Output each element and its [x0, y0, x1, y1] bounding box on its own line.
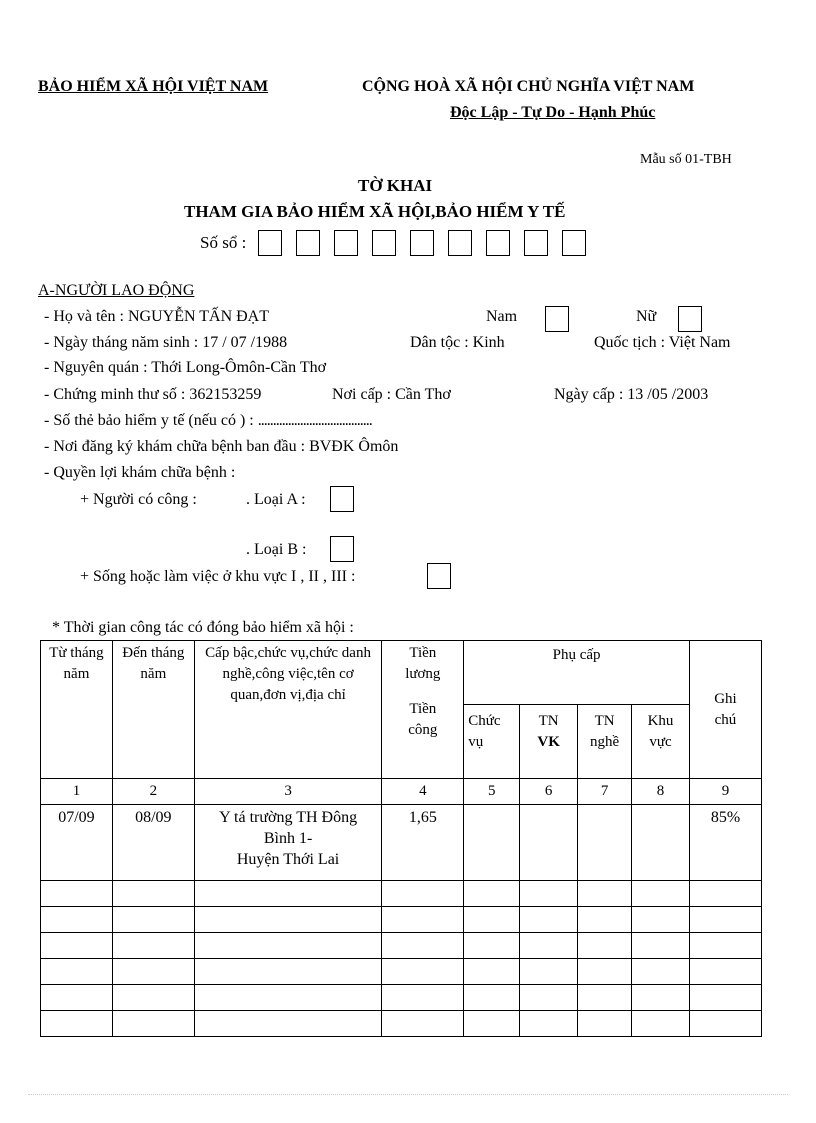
loai-b-checkbox[interactable]: [330, 536, 354, 562]
so-so-box[interactable]: [410, 230, 434, 256]
so-so-box[interactable]: [562, 230, 586, 256]
nguoi-co-cong: + Người có công :: [80, 491, 197, 508]
khu-vuc-checkbox[interactable]: [427, 563, 451, 589]
header-tn-vk: [520, 705, 578, 779]
form-code: Mẫu số 01-TBH: [640, 152, 732, 167]
col-number: 6: [520, 779, 578, 805]
noi-dang-ky: - Nơi đăng ký khám chữa bệnh ban đầu : BVĐK Ômôn: [44, 438, 399, 455]
col-number: 5: [464, 779, 520, 805]
header-ghi-chu: Ghi chú: [689, 641, 761, 779]
col-number: 9: [689, 779, 761, 805]
header-tien-luong-text: Tiền lương: [405, 645, 441, 682]
name-line: - Họ và tên : NGUYỄN TẤN ĐẠT: [44, 308, 269, 325]
header-khu-vuc: Khu vực: [632, 705, 690, 779]
nguyen-quan: - Nguyên quán : Thới Long-Ômôn-Cần Thơ: [44, 359, 327, 376]
org-name: BẢO HIỂM XÃ HỘI VIỆT NAM: [38, 78, 269, 95]
so-so-box[interactable]: [524, 230, 548, 256]
so-so-box[interactable]: [486, 230, 510, 256]
table-row: [41, 933, 762, 959]
so-so-label: Số sổ :: [200, 233, 247, 252]
form-subtitle: THAM GIA BẢO HIỂM XÃ HỘI,BẢO HIỂM Y TẾ: [184, 202, 566, 221]
nam-label: Nam: [486, 308, 518, 325]
so-so-boxes: [258, 230, 586, 256]
cell-den: 08/09: [112, 805, 194, 881]
section-a-heading: A-NGƯỜI LAO ĐỘNG: [38, 282, 195, 299]
so-the-label: - Số thẻ bảo hiểm y tế (nếu có ) :: [44, 412, 258, 429]
header-tien-cong-text: Tiền công: [408, 701, 438, 738]
dob-line: - Ngày tháng năm sinh : 17 / 07 /1988: [44, 334, 288, 351]
cell-empty: [520, 805, 578, 881]
work-history-table: [40, 640, 762, 1037]
ngay-cap: Ngày cấp : 13 /05 /2003: [554, 386, 709, 403]
so-so-box[interactable]: [258, 230, 282, 256]
header-chuc-vu: Chức vụ: [464, 705, 520, 779]
table-row: [41, 1011, 762, 1037]
quoc-tich: Quốc tịch : Việt Nam: [594, 334, 731, 351]
cell-tu: 07/09: [41, 805, 113, 881]
so-so-box[interactable]: [334, 230, 358, 256]
loai-b-label: . Loại B :: [246, 541, 307, 558]
nam-checkbox[interactable]: [545, 306, 569, 332]
table-row: [41, 907, 762, 933]
header-den-thang: Đến tháng năm: [112, 641, 194, 779]
nu-label: Nữ: [636, 308, 657, 325]
header-tien-luong: [382, 641, 464, 779]
cell-empty: [632, 805, 690, 881]
cell-cap-bac-line2: Bình 1-: [263, 830, 313, 847]
loai-a-label: . Loại A :: [246, 491, 306, 508]
table-row: [41, 805, 762, 881]
so-so-box[interactable]: [296, 230, 320, 256]
cmnd-line: - Chứng minh thư số : 362153259: [44, 386, 262, 403]
loai-a-checkbox[interactable]: [330, 486, 354, 512]
so-so-box[interactable]: [372, 230, 396, 256]
form-title: TỜ KHAI: [358, 176, 433, 195]
col-number: 8: [632, 779, 690, 805]
table-row: [41, 959, 762, 985]
header-tn-nghe: TN nghề: [578, 705, 632, 779]
page-bottom-rule: [28, 1094, 788, 1095]
cell-ghi-chu: 85%: [689, 805, 761, 881]
table-row: [41, 985, 762, 1011]
work-history-caption: * Thời gian công tác có đóng bảo hiểm xã hội :: [52, 619, 354, 636]
nu-checkbox[interactable]: [678, 306, 702, 332]
dan-toc: Dân tộc : Kinh: [410, 334, 505, 351]
cell-empty: [464, 805, 520, 881]
col-number: 2: [112, 779, 194, 805]
republic-title: CỘNG HOÀ XÃ HỘI CHỦ NGHĨA VIỆT NAM: [362, 78, 695, 95]
header-tn-vk-line1: TN: [538, 713, 559, 729]
so-the-line: [44, 409, 372, 433]
cell-cap-bac-line3: Huyện Thới Lai: [236, 851, 340, 868]
cell-empty: [578, 805, 632, 881]
so-the-dots: ......................................: [257, 412, 372, 429]
cell-luong: 1,65: [382, 805, 464, 881]
so-so-box[interactable]: [448, 230, 472, 256]
header-phu-cap: Phụ cấp: [464, 641, 690, 705]
cell-cap-bac-line1: Y tá trường TH Đông: [219, 809, 358, 826]
col-number: 3: [194, 779, 382, 805]
col-number: 1: [41, 779, 113, 805]
header-cap-bac: Cấp bậc,chức vụ,chức danh nghề,công việc,tên cơ quan,đơn vị,địa chỉ: [194, 641, 382, 779]
cell-cap-bac: [194, 805, 382, 881]
header-tn-vk-line2: VK: [537, 734, 560, 750]
quyen-loi: - Quyền lợi khám chữa bệnh :: [44, 464, 236, 481]
col-number: 4: [382, 779, 464, 805]
motto: Độc Lập - Tự Do - Hạnh Phúc: [450, 104, 656, 121]
so-so-row: [200, 230, 586, 256]
table-row: [41, 881, 762, 907]
col-number: 7: [578, 779, 632, 805]
song-lam-viec: + Sống hoặc làm việc ở khu vực I , II , III :: [80, 568, 356, 585]
noi-cap: Nơi cấp : Cần Thơ: [332, 386, 451, 403]
header-tu-thang: Từ tháng năm: [41, 641, 113, 779]
